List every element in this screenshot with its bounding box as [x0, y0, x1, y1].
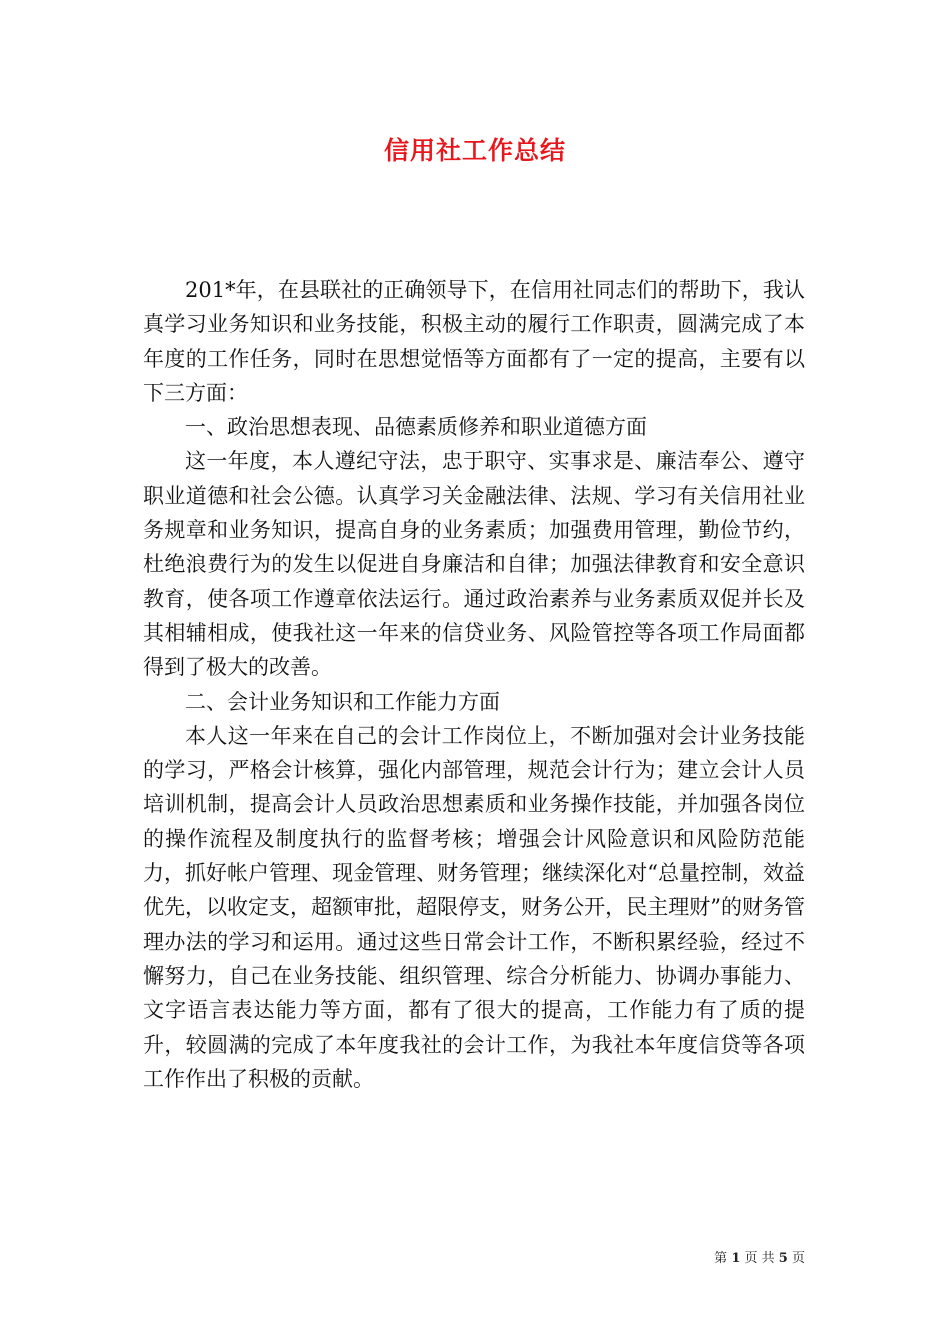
- footer-current-page: 1: [731, 1251, 741, 1266]
- footer-total-pages: 5: [778, 1251, 788, 1266]
- section-2-paragraph: 本人这一年来在自己的会计工作岗位上，不断加强对会计业务技能的学习，严格会计核算，强化内部管理，规范会计行为；建立会计人员培训机制，提高会计人员政治思想素质和业务操作技能，并加强各岗位的操作流程及制度执行的监督考核；增强会计风险意识和风险防范能力，抓好帐户管理、现金管理、财务管理；继续深化对“总量控制，效益优先，以收定支，超额审批，超限停支，财务公开，民主理财”的财务管理办法的学习和运用。通过这些日常会计工作，不断积累经验，经过不懈努力，自己在业务技能、组织管理、综合分析能力、协调办事能力、文字语言表达能力等方面，都有了很大的提高，工作能力有了质的提升，较圆满的完成了本年度我社的会计工作，为我社本年度信贷等各项工作作出了积极的贡献。: [143, 723, 805, 1091]
- footer-suffix: 页: [791, 1251, 805, 1266]
- document-title: 信用社工作总结: [383, 136, 566, 165]
- section-1-paragraph: 这一年度，本人遵纪守法，忠于职守、实事求是、廉洁奉公、遵守职业道德和社会公德。认真学习关金融法律、法规、学习有关信用社业务规章和业务知识，提高自身的业务素质；加强费用管理，勤俭节约，杜绝浪费行为的发生以促进自身廉洁和自律；加强法律教育和安全意识教育，使各项工作遵章依法运行。通过政治素养与业务素质双促并长及其相辅相成，使我社这一年来的信贷业务、风险管控等各项工作局面都得到了极大的改善。: [143, 449, 805, 680]
- document-body: [143, 273, 805, 1096]
- footer-middle: 页 共: [744, 1251, 775, 1266]
- section-heading-2: 二、会计业务知识和工作能力方面: [185, 689, 500, 714]
- intro-paragraph: 201*年，在县联社的正确领导下，在信用社同志们的帮助下，我认真学习业务知识和业务技能，积极主动的履行工作职责，圆满完成了本年度的工作任务，同时在思想觉悟等方面都有了一定的提高，主要有以下三方面：: [143, 278, 805, 405]
- section-heading-1: 一、政治思想表现、品德素质修养和职业道德方面: [185, 415, 647, 440]
- footer-prefix: 第: [714, 1251, 728, 1266]
- page-number-footer: [714, 1247, 805, 1266]
